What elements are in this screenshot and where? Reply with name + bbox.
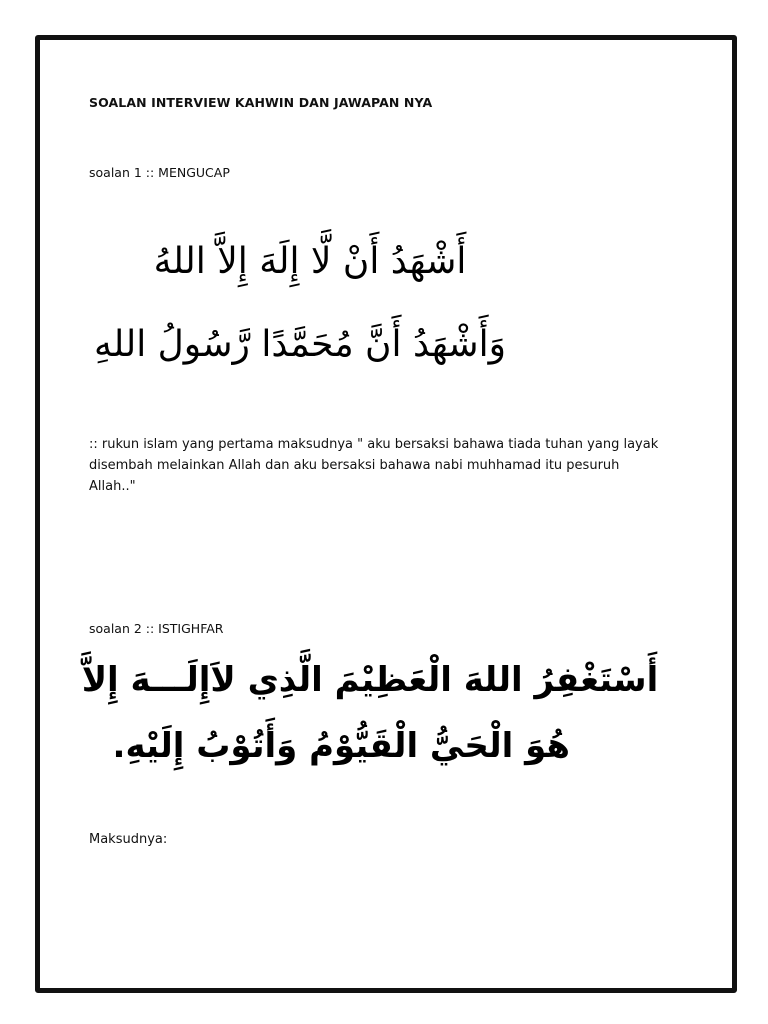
istighfar-line-1: أَسْتَغْفِرُ اللهَ الْعَظِيْمَ الَّذِي لاَإِلَـــهَ إِلاَّ [81, 660, 659, 700]
istighfar-line-2: هُوَ الْحَيُّ الْقَيُّوْمُ وَأَتُوْبُ إِلَيْهِ. [112, 726, 570, 766]
question-2-label: soalan 2 :: ISTIGHFAR [89, 621, 224, 636]
shahada-line-2: وَأَشْهَدُ أَنَّ مُحَمَّدًا رَّسُولُ اللهِ [94, 324, 506, 365]
document-title: SOALAN INTERVIEW KAHWIN DAN JAWAPAN NYA [89, 95, 433, 110]
question-2-meaning-label: Maksudnya: [89, 832, 168, 847]
question-1-label: soalan 1 :: MENGUCAP [89, 165, 230, 180]
question-1-meaning: :: rukun islam yang pertama maksudnya " aku bersaksi bahawa tiada tuhan yang layak disembah melainkan Allah dan aku bersaksi bahawa nabi muhhamad itu pesuruh Allah.." [89, 437, 659, 494]
shahada-line-1: أَشْهَدُ أَنْ لَّا إِلَهَ إِلاَّ اللهُ [153, 241, 467, 282]
